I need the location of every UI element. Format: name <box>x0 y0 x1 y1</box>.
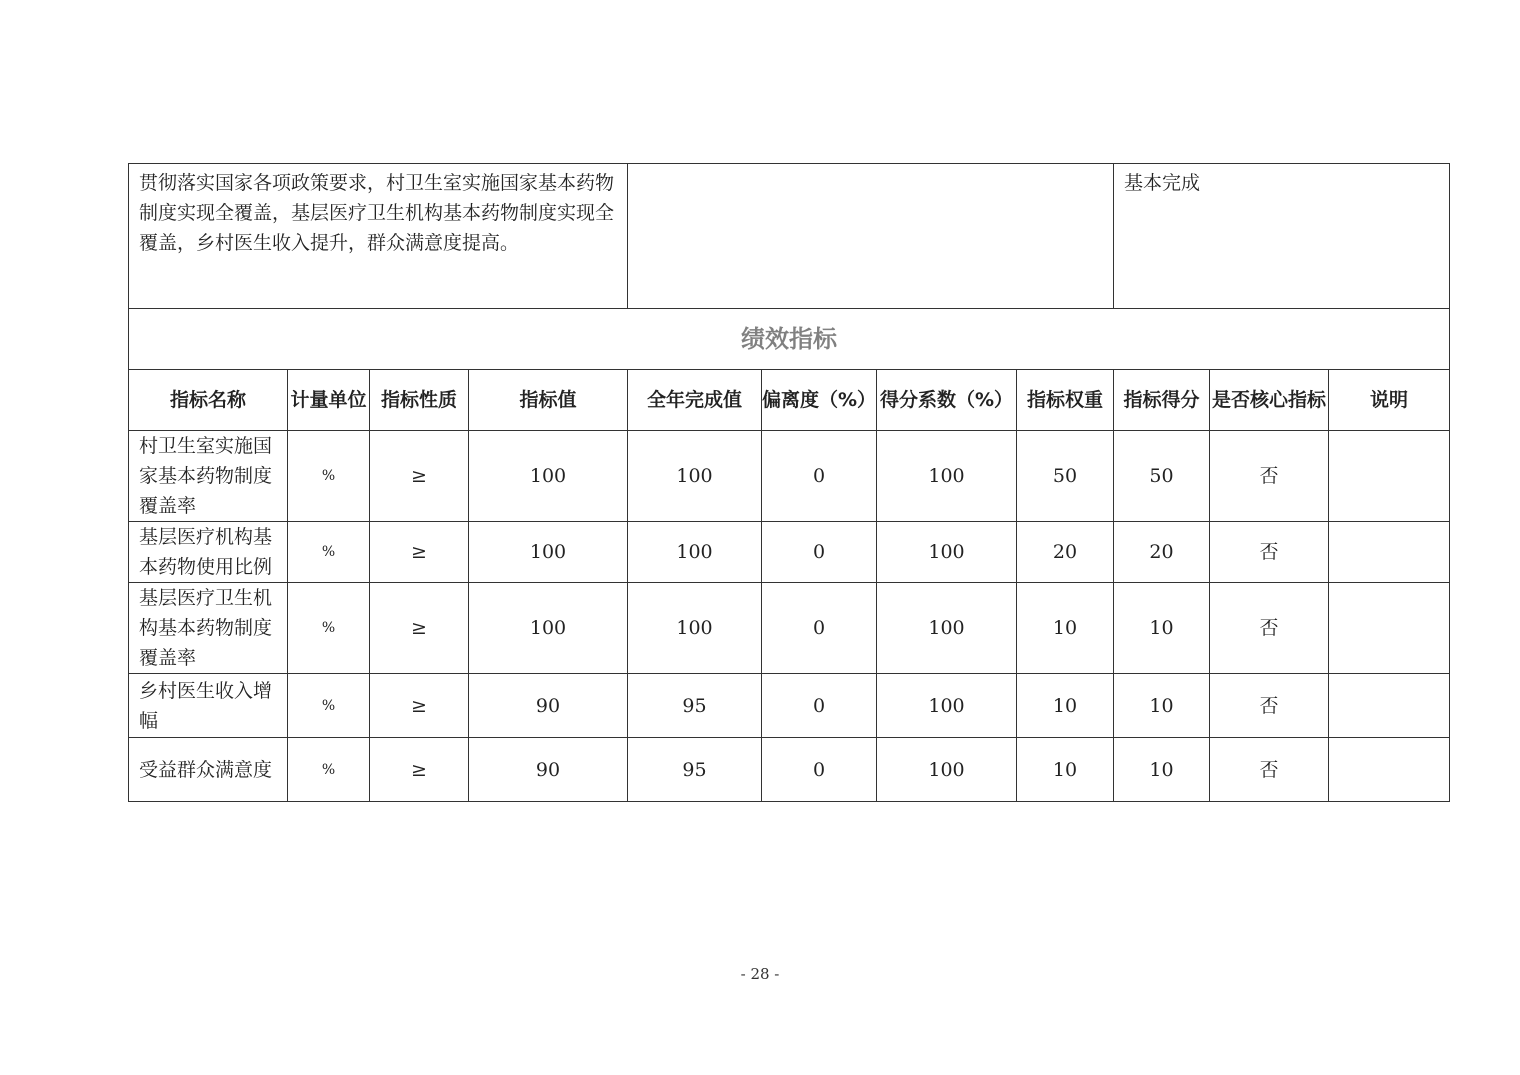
table-row <box>129 583 1450 674</box>
indicator-nature: ≥ <box>370 431 469 522</box>
indicator-score: 20 <box>1114 522 1210 583</box>
indicator-weight: 10 <box>1017 738 1114 802</box>
indicator-deviation: 0 <box>762 674 877 738</box>
indicator-core: 否 <box>1210 674 1329 738</box>
indicator-core: 否 <box>1210 738 1329 802</box>
header-weight: 指标权重 <box>1017 370 1114 431</box>
indicator-unit: % <box>288 583 370 674</box>
indicator-name: 村卫生室实施国家基本药物制度覆盖率 <box>129 431 288 522</box>
header-unit: 计量单位 <box>288 370 370 431</box>
indicator-name: 乡村医生收入增幅 <box>129 674 288 738</box>
indicator-nature: ≥ <box>370 583 469 674</box>
header-coefficient: 得分系数（%） <box>877 370 1017 431</box>
indicator-name: 基层医疗机构基本药物使用比例 <box>129 522 288 583</box>
indicator-unit: % <box>288 522 370 583</box>
indicator-score: 10 <box>1114 583 1210 674</box>
indicator-target: 100 <box>469 522 628 583</box>
header-target: 指标值 <box>469 370 628 431</box>
table-row <box>129 674 1450 738</box>
indicator-core: 否 <box>1210 522 1329 583</box>
indicator-note <box>1329 738 1450 802</box>
indicator-coefficient: 100 <box>877 522 1017 583</box>
indicator-actual: 95 <box>628 738 762 802</box>
indicator-actual: 95 <box>628 674 762 738</box>
indicator-weight: 50 <box>1017 431 1114 522</box>
indicator-deviation: 0 <box>762 583 877 674</box>
indicator-target: 90 <box>469 738 628 802</box>
header-score: 指标得分 <box>1114 370 1210 431</box>
indicator-deviation: 0 <box>762 738 877 802</box>
performance-table <box>128 163 1450 802</box>
indicator-score: 10 <box>1114 674 1210 738</box>
indicator-score: 10 <box>1114 738 1210 802</box>
indicator-coefficient: 100 <box>877 583 1017 674</box>
header-name: 指标名称 <box>129 370 288 431</box>
indicator-nature: ≥ <box>370 674 469 738</box>
indicator-coefficient: 100 <box>877 674 1017 738</box>
goal-row <box>129 164 1450 309</box>
indicator-score: 50 <box>1114 431 1210 522</box>
indicator-note <box>1329 674 1450 738</box>
header-row <box>129 370 1450 431</box>
header-nature: 指标性质 <box>370 370 469 431</box>
indicator-weight: 10 <box>1017 674 1114 738</box>
indicator-deviation: 0 <box>762 431 877 522</box>
indicator-target: 90 <box>469 674 628 738</box>
indicator-note <box>1329 583 1450 674</box>
indicator-actual: 100 <box>628 522 762 583</box>
header-deviation: 偏离度（%） <box>762 370 877 431</box>
indicator-target: 100 <box>469 431 628 522</box>
page-number: - 28 - <box>740 965 780 983</box>
goal-status: 基本完成 <box>1114 164 1450 309</box>
table-row <box>129 522 1450 583</box>
indicator-unit: % <box>288 738 370 802</box>
indicator-note <box>1329 522 1450 583</box>
header-core: 是否核心指标 <box>1210 370 1329 431</box>
indicator-actual: 100 <box>628 583 762 674</box>
header-actual: 全年完成值 <box>628 370 762 431</box>
header-note: 说明 <box>1329 370 1450 431</box>
indicator-core: 否 <box>1210 431 1329 522</box>
indicator-note <box>1329 431 1450 522</box>
indicator-weight: 20 <box>1017 522 1114 583</box>
section-title-row <box>129 309 1450 370</box>
indicator-nature: ≥ <box>370 738 469 802</box>
indicator-coefficient: 100 <box>877 738 1017 802</box>
indicator-weight: 10 <box>1017 583 1114 674</box>
indicator-coefficient: 100 <box>877 431 1017 522</box>
indicator-deviation: 0 <box>762 522 877 583</box>
indicator-nature: ≥ <box>370 522 469 583</box>
indicator-name: 受益群众满意度 <box>129 738 288 802</box>
indicator-target: 100 <box>469 583 628 674</box>
section-title: 绩效指标 <box>129 309 1450 370</box>
indicator-unit: % <box>288 431 370 522</box>
table-row <box>129 738 1450 802</box>
indicator-name: 基层医疗卫生机构基本药物制度覆盖率 <box>129 583 288 674</box>
table-row <box>129 431 1450 522</box>
indicator-unit: % <box>288 674 370 738</box>
indicator-core: 否 <box>1210 583 1329 674</box>
indicator-actual: 100 <box>628 431 762 522</box>
goal-actual <box>628 164 1114 309</box>
goal-description: 贯彻落实国家各项政策要求，村卫生室实施国家基本药物制度实现全覆盖，基层医疗卫生机构基本药物制度实现全覆盖，乡村医生收入提升，群众满意度提高。 <box>129 164 628 309</box>
